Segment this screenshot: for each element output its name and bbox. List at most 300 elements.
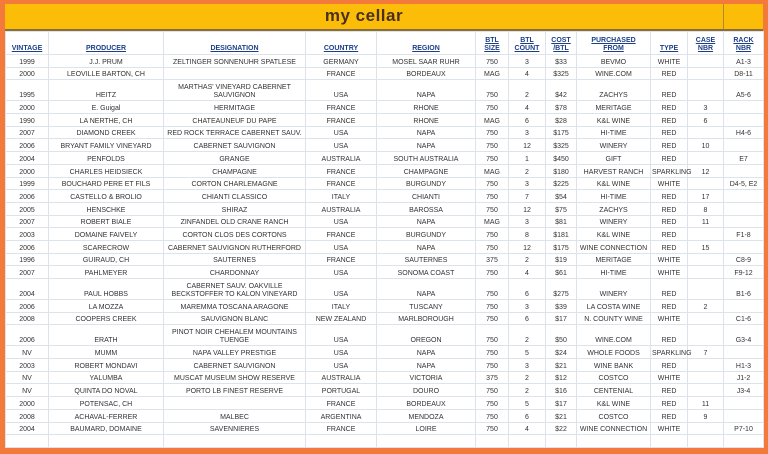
cell-vintage[interactable]: 2003 [6, 228, 49, 241]
cell-country[interactable]: USA [306, 139, 377, 152]
cell-country[interactable]: FRANCE [306, 164, 377, 177]
cell-cost-per-btl[interactable]: $175 [546, 126, 577, 139]
cell-vintage[interactable]: 2006 [6, 139, 49, 152]
cell-case-nbr[interactable] [688, 266, 724, 279]
cell-case-nbr[interactable] [688, 228, 724, 241]
cell-region[interactable]: BORDEAUX [377, 397, 476, 410]
cell-cost-per-btl[interactable]: $17 [546, 312, 577, 325]
cell-cost-per-btl[interactable]: $325 [546, 67, 577, 80]
cell-country[interactable]: USA [306, 215, 377, 228]
cell-rack-nbr[interactable] [724, 114, 764, 127]
cell-region[interactable]: BORDEAUX [377, 67, 476, 80]
cell-region[interactable]: OREGON [377, 325, 476, 346]
empty-cell[interactable] [49, 435, 164, 448]
cell-producer[interactable]: HEITZ [49, 80, 164, 101]
cell-btl-count[interactable]: 3 [509, 55, 546, 68]
cell-vintage[interactable]: 1999 [6, 177, 49, 190]
cell-cost-per-btl[interactable]: $24 [546, 346, 577, 359]
cell-type[interactable]: WHITE [651, 253, 688, 266]
cell-btl-count[interactable]: 3 [509, 177, 546, 190]
cell-country[interactable]: PORTUGAL [306, 384, 377, 397]
cell-btl-size[interactable]: MAG [476, 114, 509, 127]
cell-case-nbr[interactable] [688, 67, 724, 80]
cell-vintage[interactable]: NV [6, 371, 49, 384]
cell-region[interactable]: BURGUNDY [377, 228, 476, 241]
cell-country[interactable]: FRANCE [306, 177, 377, 190]
cell-country[interactable]: FRANCE [306, 101, 377, 114]
cell-type[interactable]: RED [651, 215, 688, 228]
cell-btl-count[interactable]: 5 [509, 397, 546, 410]
cell-cost-per-btl[interactable]: $17 [546, 397, 577, 410]
cell-region[interactable]: NAPA [377, 279, 476, 300]
cell-vintage[interactable]: 1990 [6, 114, 49, 127]
cell-purchased-from[interactable]: COSTCO [577, 371, 651, 384]
cell-type[interactable]: RED [651, 126, 688, 139]
cell-type[interactable]: WHITE [651, 371, 688, 384]
cell-cost-per-btl[interactable]: $75 [546, 202, 577, 215]
cell-type[interactable]: RED [651, 279, 688, 300]
cell-rack-nbr[interactable] [724, 240, 764, 253]
cell-case-nbr[interactable]: 11 [688, 215, 724, 228]
cell-cost-per-btl[interactable]: $33 [546, 55, 577, 68]
cell-btl-size[interactable]: 750 [476, 152, 509, 165]
cell-case-nbr[interactable] [688, 177, 724, 190]
cell-designation[interactable]: RED ROCK TERRACE CABERNET SAUV. [164, 126, 306, 139]
cell-case-nbr[interactable] [688, 55, 724, 68]
cell-country[interactable]: FRANCE [306, 67, 377, 80]
cell-designation[interactable]: SAVENNIERES [164, 422, 306, 435]
cell-btl-count[interactable]: 2 [509, 253, 546, 266]
column-header-designation[interactable] [164, 32, 306, 55]
cell-purchased-from[interactable]: MERITAGE [577, 253, 651, 266]
cell-vintage[interactable]: 2000 [6, 164, 49, 177]
cell-btl-size[interactable]: 750 [476, 126, 509, 139]
cell-rack-nbr[interactable]: H4-6 [724, 126, 764, 139]
column-header-type[interactable] [651, 32, 688, 55]
cell-btl-count[interactable]: 2 [509, 371, 546, 384]
cell-cost-per-btl[interactable]: $225 [546, 177, 577, 190]
cell-region[interactable]: CHAMPAGNE [377, 164, 476, 177]
cell-btl-size[interactable]: MAG [476, 164, 509, 177]
cell-purchased-from[interactable]: GIFT [577, 152, 651, 165]
column-header-country[interactable] [306, 32, 377, 55]
cell-country[interactable]: ITALY [306, 190, 377, 203]
cell-case-nbr[interactable]: 9 [688, 409, 724, 422]
cell-btl-count[interactable]: 3 [509, 215, 546, 228]
cell-btl-count[interactable]: 6 [509, 279, 546, 300]
cell-producer[interactable]: PENFOLDS [49, 152, 164, 165]
cell-rack-nbr[interactable]: G3-4 [724, 325, 764, 346]
cell-rack-nbr[interactable]: P7-10 [724, 422, 764, 435]
cell-cost-per-btl[interactable]: $175 [546, 240, 577, 253]
cell-cost-per-btl[interactable]: $16 [546, 384, 577, 397]
cell-designation[interactable] [164, 67, 306, 80]
cell-region[interactable]: LOIRE [377, 422, 476, 435]
cell-purchased-from[interactable]: WINERY [577, 215, 651, 228]
cell-designation[interactable]: CHARDONNAY [164, 266, 306, 279]
cell-rack-nbr[interactable]: B1-6 [724, 279, 764, 300]
cell-vintage[interactable]: 1999 [6, 55, 49, 68]
cell-type[interactable]: RED [651, 67, 688, 80]
cell-region[interactable]: DOURO [377, 384, 476, 397]
empty-cell[interactable] [164, 435, 306, 448]
cell-designation[interactable]: SAUTERNES [164, 253, 306, 266]
cell-designation[interactable]: PINOT NOIR CHEHALEM MOUNTAINS TUENGE [164, 325, 306, 346]
cell-btl-count[interactable]: 2 [509, 80, 546, 101]
cell-btl-size[interactable]: 375 [476, 371, 509, 384]
cell-purchased-from[interactable]: HARVEST RANCH [577, 164, 651, 177]
column-header-btl-size[interactable] [476, 32, 509, 55]
cell-designation[interactable]: SHIRAZ [164, 202, 306, 215]
cell-type[interactable]: RED [651, 202, 688, 215]
cell-btl-size[interactable]: 750 [476, 384, 509, 397]
cell-country[interactable]: USA [306, 266, 377, 279]
cell-purchased-from[interactable]: WINERY [577, 279, 651, 300]
cell-vintage[interactable]: 1995 [6, 80, 49, 101]
cell-producer[interactable]: HENSCHKE [49, 202, 164, 215]
cell-case-nbr[interactable]: 15 [688, 240, 724, 253]
cell-vintage[interactable]: 2008 [6, 312, 49, 325]
column-header-vintage[interactable] [6, 32, 49, 55]
cell-type[interactable]: RED [651, 101, 688, 114]
cell-vintage[interactable]: 2004 [6, 279, 49, 300]
cell-producer[interactable]: COOPERS CREEK [49, 312, 164, 325]
cell-btl-size[interactable]: 750 [476, 359, 509, 372]
cell-country[interactable]: USA [306, 240, 377, 253]
cell-country[interactable]: ITALY [306, 300, 377, 313]
cell-region[interactable]: NAPA [377, 215, 476, 228]
cell-type[interactable]: WHITE [651, 177, 688, 190]
cell-producer[interactable]: GUIRAUD, CH [49, 253, 164, 266]
cell-rack-nbr[interactable] [724, 397, 764, 410]
cell-country[interactable]: FRANCE [306, 253, 377, 266]
cell-country[interactable]: FRANCE [306, 114, 377, 127]
cell-purchased-from[interactable]: LA COSTA WINE [577, 300, 651, 313]
cell-cost-per-btl[interactable]: $325 [546, 139, 577, 152]
cell-vintage[interactable]: 2007 [6, 266, 49, 279]
cell-btl-count[interactable]: 8 [509, 228, 546, 241]
cell-region[interactable]: MENDOZA [377, 409, 476, 422]
cell-type[interactable]: RED [651, 80, 688, 101]
cell-case-nbr[interactable] [688, 80, 724, 101]
cell-designation[interactable]: ZELTINGER SONNENUHR SPATLESE [164, 55, 306, 68]
cell-country[interactable]: USA [306, 325, 377, 346]
cell-case-nbr[interactable]: 6 [688, 114, 724, 127]
cell-region[interactable]: VICTORIA [377, 371, 476, 384]
cell-btl-size[interactable]: 750 [476, 266, 509, 279]
column-header-purchased-from[interactable] [577, 32, 651, 55]
cell-producer[interactable]: BAUMARD, DOMAINE [49, 422, 164, 435]
cell-type[interactable]: WHITE [651, 422, 688, 435]
cell-purchased-from[interactable]: HI-TIME [577, 126, 651, 139]
cell-region[interactable]: TUSCANY [377, 300, 476, 313]
cell-country[interactable]: NEW ZEALAND [306, 312, 377, 325]
cell-purchased-from[interactable]: WINE.COM [577, 325, 651, 346]
cell-country[interactable]: AUSTRALIA [306, 152, 377, 165]
cell-vintage[interactable]: 2008 [6, 409, 49, 422]
cell-producer[interactable]: LA NERTHE, CH [49, 114, 164, 127]
cell-case-nbr[interactable] [688, 359, 724, 372]
cell-type[interactable]: RED [651, 397, 688, 410]
cell-designation[interactable]: SAUVIGNON BLANC [164, 312, 306, 325]
cell-rack-nbr[interactable]: H1-3 [724, 359, 764, 372]
cell-producer[interactable]: DIAMOND CREEK [49, 126, 164, 139]
cell-purchased-from[interactable]: HI-TIME [577, 190, 651, 203]
cell-btl-count[interactable]: 4 [509, 422, 546, 435]
cell-purchased-from[interactable]: WINE CONNECTION [577, 422, 651, 435]
cell-rack-nbr[interactable]: D4-5, E2 [724, 177, 764, 190]
cell-producer[interactable]: LEOVILLE BARTON, CH [49, 67, 164, 80]
cell-type[interactable]: WHITE [651, 266, 688, 279]
cell-btl-size[interactable]: 750 [476, 312, 509, 325]
cell-type[interactable]: RED [651, 300, 688, 313]
cell-cost-per-btl[interactable]: $21 [546, 409, 577, 422]
cell-region[interactable]: MOSEL SAAR RUHR [377, 55, 476, 68]
cell-case-nbr[interactable] [688, 312, 724, 325]
cell-btl-count[interactable]: 6 [509, 114, 546, 127]
cell-rack-nbr[interactable] [724, 164, 764, 177]
cell-vintage[interactable]: 2006 [6, 300, 49, 313]
cell-designation[interactable]: HERMITAGE [164, 101, 306, 114]
cell-region[interactable]: MARLBOROUGH [377, 312, 476, 325]
cell-cost-per-btl[interactable]: $42 [546, 80, 577, 101]
cell-purchased-from[interactable]: WINERY [577, 139, 651, 152]
cell-btl-size[interactable]: 750 [476, 409, 509, 422]
cell-country[interactable]: USA [306, 359, 377, 372]
cell-producer[interactable]: YALUMBA [49, 371, 164, 384]
cell-case-nbr[interactable]: 7 [688, 346, 724, 359]
cell-case-nbr[interactable] [688, 152, 724, 165]
cell-region[interactable]: NAPA [377, 80, 476, 101]
cell-btl-size[interactable]: MAG [476, 67, 509, 80]
cell-cost-per-btl[interactable]: $180 [546, 164, 577, 177]
cell-type[interactable]: SPARKLING [651, 346, 688, 359]
cell-designation[interactable]: PORTO LB FINEST RESERVE [164, 384, 306, 397]
cell-region[interactable]: NAPA [377, 139, 476, 152]
cell-purchased-from[interactable]: ZACHYS [577, 80, 651, 101]
cell-btl-size[interactable]: 750 [476, 190, 509, 203]
cell-type[interactable]: RED [651, 190, 688, 203]
cell-cost-per-btl[interactable]: $19 [546, 253, 577, 266]
cell-purchased-from[interactable]: MERITAGE [577, 101, 651, 114]
cell-type[interactable]: WHITE [651, 55, 688, 68]
empty-cell[interactable] [6, 435, 49, 448]
empty-cell[interactable] [577, 435, 651, 448]
cell-case-nbr[interactable]: 17 [688, 190, 724, 203]
empty-cell[interactable] [377, 435, 476, 448]
cell-producer[interactable]: POTENSAC, CH [49, 397, 164, 410]
cell-producer[interactable]: DOMAINE FAIVELY [49, 228, 164, 241]
cell-type[interactable]: RED [651, 359, 688, 372]
cell-purchased-from[interactable]: K&L WINE [577, 177, 651, 190]
cell-country[interactable]: USA [306, 346, 377, 359]
cell-producer[interactable]: J.J. PRUM [49, 55, 164, 68]
column-header-case-nbr[interactable] [688, 32, 724, 55]
cell-purchased-from[interactable]: K&L WINE [577, 114, 651, 127]
cell-producer[interactable]: ROBERT MONDAVI [49, 359, 164, 372]
cell-btl-count[interactable]: 12 [509, 240, 546, 253]
cell-vintage[interactable]: 2006 [6, 190, 49, 203]
cell-rack-nbr[interactable] [724, 215, 764, 228]
cell-producer[interactable]: MUMM [49, 346, 164, 359]
cell-purchased-from[interactable]: WINE CONNECTION [577, 240, 651, 253]
cell-btl-count[interactable]: 7 [509, 190, 546, 203]
cell-region[interactable]: NAPA [377, 346, 476, 359]
cell-producer[interactable]: E. Guigal [49, 101, 164, 114]
cell-case-nbr[interactable]: 3 [688, 101, 724, 114]
cell-designation[interactable]: CHATEAUNEUF DU PAPE [164, 114, 306, 127]
cell-vintage[interactable]: 2005 [6, 202, 49, 215]
empty-cell[interactable] [688, 435, 724, 448]
cell-type[interactable]: RED [651, 240, 688, 253]
cell-cost-per-btl[interactable]: $39 [546, 300, 577, 313]
cell-vintage[interactable]: NV [6, 346, 49, 359]
empty-cell[interactable] [724, 435, 764, 448]
cell-designation[interactable]: GRANGE [164, 152, 306, 165]
cell-cost-per-btl[interactable]: $28 [546, 114, 577, 127]
empty-cell[interactable] [509, 435, 546, 448]
cell-cost-per-btl[interactable]: $50 [546, 325, 577, 346]
cell-cost-per-btl[interactable]: $54 [546, 190, 577, 203]
cell-producer[interactable]: LA MOZZA [49, 300, 164, 313]
cell-rack-nbr[interactable]: J3-4 [724, 384, 764, 397]
cell-cost-per-btl[interactable]: $61 [546, 266, 577, 279]
cell-rack-nbr[interactable] [724, 409, 764, 422]
cell-btl-size[interactable]: 750 [476, 228, 509, 241]
cell-btl-count[interactable]: 2 [509, 384, 546, 397]
cell-rack-nbr[interactable] [724, 300, 764, 313]
cell-btl-count[interactable]: 3 [509, 359, 546, 372]
cell-case-nbr[interactable] [688, 422, 724, 435]
cell-purchased-from[interactable]: WHOLE FOODS [577, 346, 651, 359]
cell-designation[interactable]: MUSCAT MUSEUM SHOW RESERVE [164, 371, 306, 384]
cell-btl-count[interactable]: 5 [509, 346, 546, 359]
cell-case-nbr[interactable]: 11 [688, 397, 724, 410]
empty-cell[interactable] [546, 435, 577, 448]
cell-designation[interactable]: MALBEC [164, 409, 306, 422]
empty-cell[interactable] [306, 435, 377, 448]
cell-country[interactable]: AUSTRALIA [306, 202, 377, 215]
cell-producer[interactable]: ROBERT BIALE [49, 215, 164, 228]
cell-case-nbr[interactable] [688, 371, 724, 384]
cell-rack-nbr[interactable]: A1-3 [724, 55, 764, 68]
cell-country[interactable]: USA [306, 279, 377, 300]
cell-region[interactable]: CHIANTI [377, 190, 476, 203]
cell-case-nbr[interactable] [688, 253, 724, 266]
cell-purchased-from[interactable]: K&L WINE [577, 397, 651, 410]
cell-vintage[interactable]: 2004 [6, 152, 49, 165]
cell-producer[interactable]: ACHAVAL-FERRER [49, 409, 164, 422]
cell-producer[interactable]: QUINTA DO NOVAL [49, 384, 164, 397]
cell-btl-size[interactable]: MAG [476, 215, 509, 228]
cell-producer[interactable]: CASTELLO & BROLIO [49, 190, 164, 203]
cell-country[interactable]: ARGENTINA [306, 409, 377, 422]
cell-cost-per-btl[interactable]: $78 [546, 101, 577, 114]
cell-designation[interactable]: CHIANTI CLASSICO [164, 190, 306, 203]
cell-btl-size[interactable]: 750 [476, 346, 509, 359]
column-header-rack-nbr[interactable] [724, 32, 764, 55]
cell-case-nbr[interactable]: 2 [688, 300, 724, 313]
cell-btl-count[interactable]: 12 [509, 139, 546, 152]
cell-btl-size[interactable]: 750 [476, 240, 509, 253]
cell-rack-nbr[interactable] [724, 346, 764, 359]
cell-designation[interactable]: CABERNET SAUVIGNON [164, 139, 306, 152]
cell-designation[interactable]: CHAMPAGNE [164, 164, 306, 177]
cell-btl-size[interactable]: 375 [476, 253, 509, 266]
cell-rack-nbr[interactable]: A5-6 [724, 80, 764, 101]
cell-vintage[interactable]: 1996 [6, 253, 49, 266]
cell-case-nbr[interactable] [688, 126, 724, 139]
cell-case-nbr[interactable]: 12 [688, 164, 724, 177]
cell-rack-nbr[interactable] [724, 202, 764, 215]
cell-btl-count[interactable]: 12 [509, 202, 546, 215]
cell-region[interactable]: NAPA [377, 359, 476, 372]
cell-btl-count[interactable]: 4 [509, 101, 546, 114]
cell-rack-nbr[interactable]: J1-2 [724, 371, 764, 384]
cell-purchased-from[interactable]: HI-TIME [577, 266, 651, 279]
cell-producer[interactable]: SCARECROW [49, 240, 164, 253]
cell-vintage[interactable]: 2007 [6, 126, 49, 139]
cell-btl-count[interactable]: 1 [509, 152, 546, 165]
cell-designation[interactable]: CABERNET SAUV. OAKVILLE BECKSTOFFER TO KALON VINEYARD [164, 279, 306, 300]
cell-producer[interactable]: BOUCHARD PERE ET FILS [49, 177, 164, 190]
cell-purchased-from[interactable]: WINE.COM [577, 67, 651, 80]
cell-designation[interactable]: NAPA VALLEY PRESTIGE [164, 346, 306, 359]
cell-case-nbr[interactable]: 8 [688, 202, 724, 215]
cell-purchased-from[interactable]: CENTENIAL [577, 384, 651, 397]
cell-region[interactable]: BURGUNDY [377, 177, 476, 190]
cell-btl-size[interactable]: 750 [476, 80, 509, 101]
cell-type[interactable]: RED [651, 409, 688, 422]
cell-rack-nbr[interactable] [724, 139, 764, 152]
cell-vintage[interactable]: 2004 [6, 422, 49, 435]
cell-type[interactable]: RED [651, 228, 688, 241]
cell-cost-per-btl[interactable]: $275 [546, 279, 577, 300]
cell-btl-size[interactable]: 750 [476, 397, 509, 410]
cell-producer[interactable]: PAUL HOBBS [49, 279, 164, 300]
cell-type[interactable]: RED [651, 139, 688, 152]
cell-cost-per-btl[interactable]: $12 [546, 371, 577, 384]
cell-producer[interactable]: ERATH [49, 325, 164, 346]
cell-type[interactable]: RED [651, 384, 688, 397]
cell-vintage[interactable]: 2003 [6, 359, 49, 372]
cell-region[interactable]: SONOMA COAST [377, 266, 476, 279]
column-header-btl-count[interactable] [509, 32, 546, 55]
cell-country[interactable]: FRANCE [306, 422, 377, 435]
cell-btl-size[interactable]: 750 [476, 300, 509, 313]
cell-region[interactable]: BAROSSA [377, 202, 476, 215]
cell-btl-count[interactable]: 2 [509, 164, 546, 177]
cell-btl-size[interactable]: 750 [476, 101, 509, 114]
cell-cost-per-btl[interactable]: $81 [546, 215, 577, 228]
cell-btl-count[interactable]: 3 [509, 126, 546, 139]
cell-case-nbr[interactable] [688, 279, 724, 300]
cell-rack-nbr[interactable]: F1-8 [724, 228, 764, 241]
cell-country[interactable]: USA [306, 126, 377, 139]
cell-type[interactable]: RED [651, 325, 688, 346]
cell-cost-per-btl[interactable]: $181 [546, 228, 577, 241]
cell-designation[interactable] [164, 397, 306, 410]
cell-designation[interactable]: CORTON CLOS DES CORTONS [164, 228, 306, 241]
cell-designation[interactable]: CABERNET SAUVIGNON RUTHERFORD [164, 240, 306, 253]
cell-designation[interactable]: ZINFANDEL OLD CRANE RANCH [164, 215, 306, 228]
sheet-title[interactable]: my cellar [324, 6, 404, 25]
cell-producer[interactable]: CHARLES HEIDSIECK [49, 164, 164, 177]
cell-btl-size[interactable]: 750 [476, 279, 509, 300]
cell-vintage[interactable]: 2000 [6, 101, 49, 114]
cell-btl-count[interactable]: 6 [509, 312, 546, 325]
cell-country[interactable]: USA [306, 80, 377, 101]
